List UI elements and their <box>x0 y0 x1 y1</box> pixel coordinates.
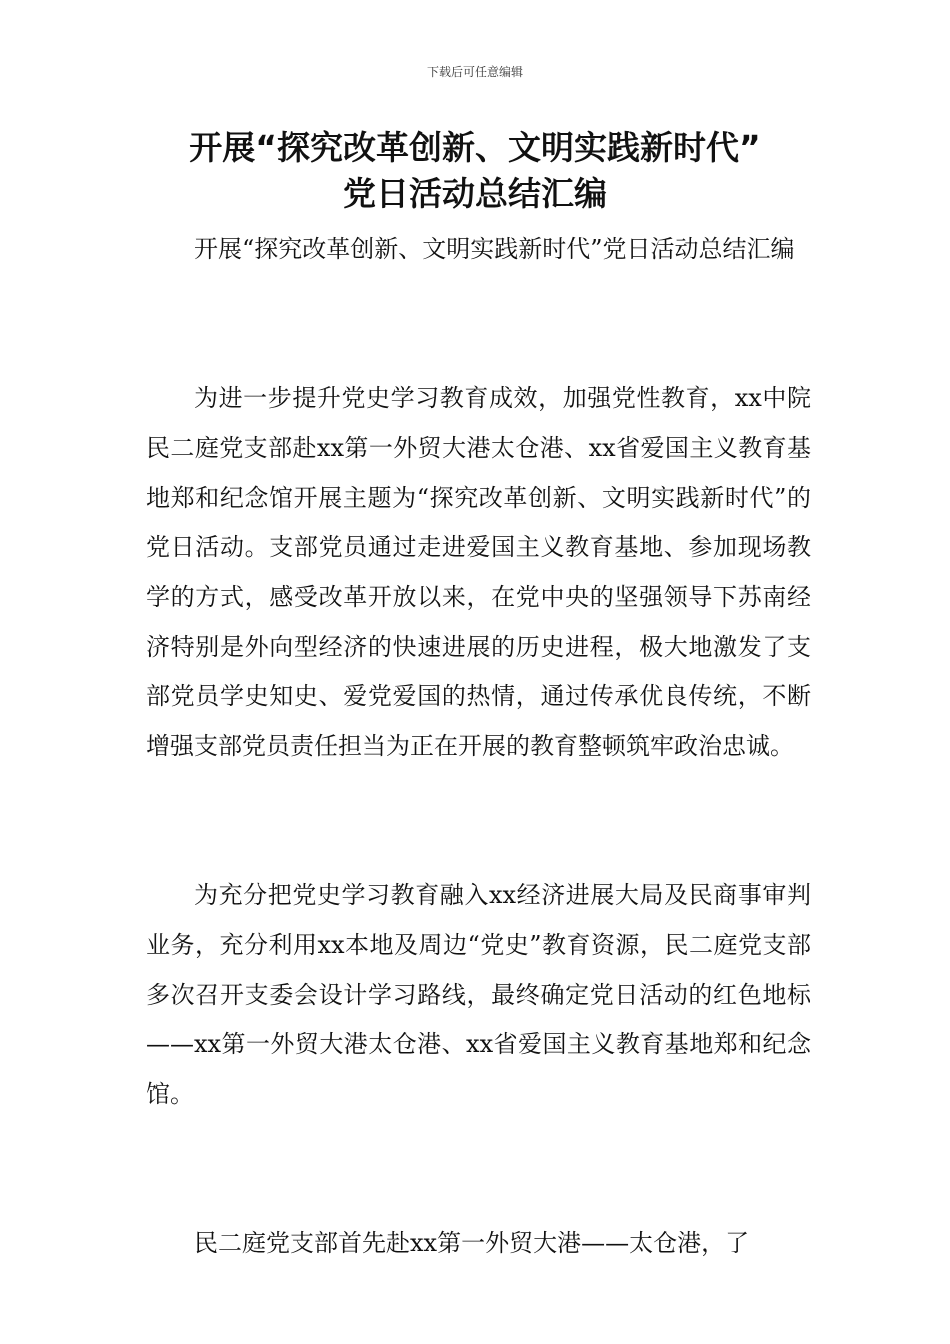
document-title <box>100 125 850 217</box>
paragraph-1: 为进一步提升党史学习教育成效，加强党性教育，xx中院民二庭党支部赴xx第一外贸大港太仓港、xx省爱国主义教育基地郑和纪念馆开展主题为“探究改革创新、文明实践新时代”的党日活动。支部党员通过走进爱国主义教育基地、参加现场教学的方式，感受改革开放以来，在党中央的坚强领导下苏南经济特别是外向型经济的快速进展的历史进程，极大地激发了支部党员学史知史、爱党爱国的热情，通过传承优良传统，不断增强支部党员责任担当为正在开展的教育整顿筑牢政治忠诚。 <box>146 384 811 761</box>
title-line-2: 党日活动总结汇编 <box>343 174 607 213</box>
paragraph-3: 民二庭党支部首先赴xx第一外贸大港——太仓港，了 <box>194 1229 750 1258</box>
paragraph-subtitle: 开展“探究改革创新、文明实践新时代”党日活动总结汇编 <box>194 235 795 263</box>
paragraph-spacer <box>146 1120 811 1219</box>
paragraph-spacer <box>146 772 811 871</box>
title-line-1: 开展“探究改革创新、文明实践新时代” <box>189 128 761 167</box>
header-note: 下载后可任意编辑 <box>426 65 523 79</box>
paragraph-2: 为充分把党史学习教育融入xx经济进展大局及民商事审判业务，充分利用xx本地及周边“党史”教育资源，民二庭党支部多次召开支委会设计学习路线，最终确定党日活动的红色地标——xx第一外贸大港太仓港、xx省爱国主义教育基地郑和纪念馆。 <box>146 881 811 1108</box>
paragraph-spacer <box>146 275 811 374</box>
document-body <box>146 225 811 1269</box>
